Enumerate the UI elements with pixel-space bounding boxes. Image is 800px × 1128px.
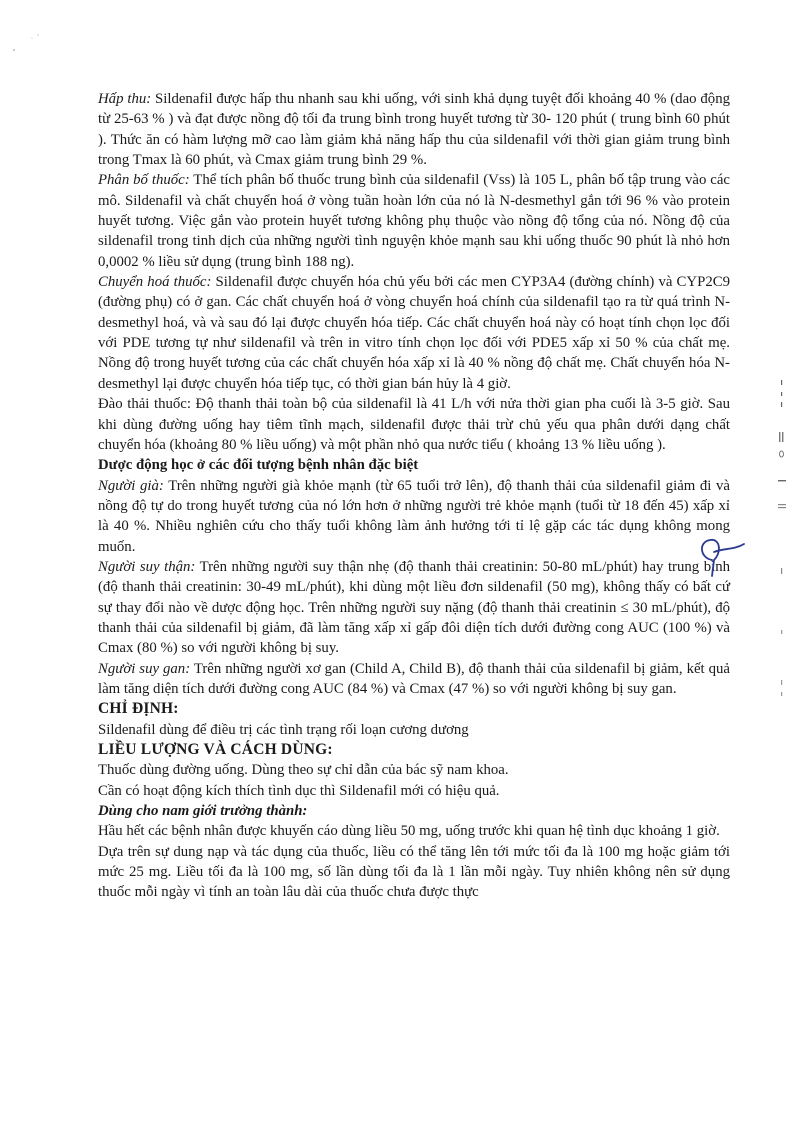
- dosage-heading: LIỀU LƯỢNG VÀ CÁCH DÙNG:: [98, 741, 333, 758]
- renal-label: Người suy thận:: [98, 558, 196, 575]
- elderly-paragraph: [98, 476, 730, 557]
- adult-dosing-line-1: Hầu hết các bệnh nhân được khuyến cáo dùng liều 50 mg, uống trước khi quan hệ tình dục khoảng 1 giờ.: [98, 823, 720, 840]
- absorption-label: Hấp thu:: [98, 91, 152, 107]
- distribution-text: Thể tích phân bố thuốc trung bình của sildenafil (Vss) là 105 L, phân bố tập trung vào các mô. Sildenafil và chất chuyển hoá ở vòng tuần hoàn lớn của nó là N-desmethyl gắn tới 96 % vào protein huyết tương. Việc gắn vào protein huyết tương không phụ thuộc vào nồng độ tổng của nó. Nồng độ của sildenafil trong tinh dịch của những người tình nguyện khỏe mạnh sau khi uống thuốc 90 phút là nhỏ hơn 0,0002 % liều sử dụng (trung bình 188 ng).: [98, 172, 731, 270]
- scan-speck-marks: [8, 20, 48, 60]
- margin-scan-marks: [772, 380, 792, 710]
- handwritten-initial-signature: [690, 530, 750, 580]
- elimination-paragraph: Đào thải thuốc: Độ thanh thải toàn bộ của sildenafil là 41 L/h với nửa thời gian pha cuối là 3-5 giờ. Sau khi dùng đường uống hay tiêm tĩnh mạch, sildenafil được thải trừ chủ yếu qua phân dưới dạng chất chuyển hóa (khoảng 80 % liều uống) và một phần nhỏ qua nước tiểu ( khoảng 13 % liều uống ).: [98, 396, 730, 453]
- indication-heading: CHỈ ĐỊNH:: [98, 700, 179, 718]
- absorption-paragraph: [98, 89, 730, 170]
- absorption-text: Sildenafil được hấp thu nhanh sau khi uống, với sinh khả dụng tuyệt đối khoảng 40 % (dao động từ 25-63 % ) và đạt được nồng độ tối đa trung bình trong huyết tương từ 30- 120 phút ( trung bình 60 phút ). Thức ăn có hàm lượng mỡ cao làm giảm khả năng hấp thu của sildenafil với thời gian giảm trung bình trong Tmax là 60 phút, và Cmax giảm trung bình 29 %.: [98, 91, 730, 169]
- hepatic-paragraph: [98, 659, 730, 700]
- elderly-text: Trên những người già khỏe mạnh (từ 65 tuổi trở lên), độ thanh thải của sildenafil giảm đi và nồng độ tự do trong huyết tương của nó lớn hơn ở những người trẻ khỏe mạnh (tuổi từ 18 đến 45) xấp xỉ là 40 %. Nhiều nghiên cứu cho thấy tuổi không làm ảnh hưởng tới tỉ lệ gặp các tác dụng không mong muốn.: [98, 477, 731, 555]
- indication-text: Sildenafil dùng để điều trị các tình trạng rối loạn cương dương: [98, 721, 469, 738]
- hepatic-label: Người suy gan:: [98, 660, 191, 677]
- metabolism-text: Sildenafil được chuyển hóa chủ yếu bởi các men CYP3A4 (đường chính) và CYP2C9 (đường phụ) có ở gan. Các chất chuyển hoá ở vòng chuyển hoá chính của sildenafil tạo ra từ quá trình N-desmethyl hoá, và và sau đó lại được chuyển hóa tiếp. Các chất chuyển hoá này có hoạt tính chọn lọc đối với PDE tương tự như sildenafil và trên in vitro tính chọn lọc đối với PDE5 xấp xỉ 50 % của chất mẹ. Nồng độ trong huyết tương của các chất chuyển hóa xấp xỉ là 40 % nồng độ chất mẹ. Chất chuyển hóa N- desmethyl lại được chuyển hóa tiếp tục, có thời gian bán hủy là 4 giờ.: [98, 274, 730, 392]
- renal-text: Trên những người suy thận nhẹ (độ thanh thải creatinin: 50-80 mL/phút) hay trung bình (độ thanh thải creatinin: 30-49 mL/phút), khi dùng một liều đơn sildenafil (50 mg), không thấy có bất cứ sự thay đổi nào về dược động học. Trên những người suy nặng (độ thanh thải creatinin ≤ 30 mL/phút), độ thanh thải của sildenafil bị giảm, đã làm tăng xấp xỉ gấp đôi diện tích dưới đường cong AUC (100 %) và Cmax (80 %) so với người không bị suy.: [98, 558, 730, 657]
- metabolism-paragraph: [98, 272, 730, 394]
- renal-paragraph: [98, 557, 730, 659]
- elderly-label: Người già:: [98, 477, 164, 494]
- adult-dosing-heading: Dùng cho nam giới trưởng thành:: [98, 803, 308, 820]
- dosage-line-stimulation: Cần có hoạt động kích thích tình dục thì Sildenafil mới có hiệu quả.: [98, 782, 500, 799]
- distribution-paragraph: [98, 170, 730, 272]
- hepatic-text: Trên những người xơ gan (Child A, Child B), độ thanh thải của sildenafil bị giảm, kết quả làm tăng diện tích dưới đường cong AUC (84 %) và Cmax (47 %) so với người không bị suy gan.: [98, 660, 730, 697]
- distribution-label: Phân bố thuốc:: [98, 172, 190, 189]
- special-populations-heading: Dược động học ở các đối tượng bệnh nhân đặc biệt: [98, 457, 419, 474]
- dosage-line-route: Thuốc dùng đường uống. Dùng theo sự chỉ dẫn của bác sỹ nam khoa.: [98, 762, 509, 779]
- document-body: [98, 89, 730, 903]
- metabolism-label: Chuyển hoá thuốc:: [98, 274, 212, 291]
- adult-dosing-line-2: Dựa trên sự dung nạp và tác dụng của thuốc, liều có thể tăng lên tới mức tối đa là 100 mg hoặc giảm tới mức 25 mg. Liều tối đa là 100 mg, số lần dùng tối đa là 1 lần mỗi ngày. Tuy nhiên không nên sử dụng thuốc mỗi ngày vì tính an toàn lâu dài của thuốc chưa được thực: [98, 843, 730, 901]
